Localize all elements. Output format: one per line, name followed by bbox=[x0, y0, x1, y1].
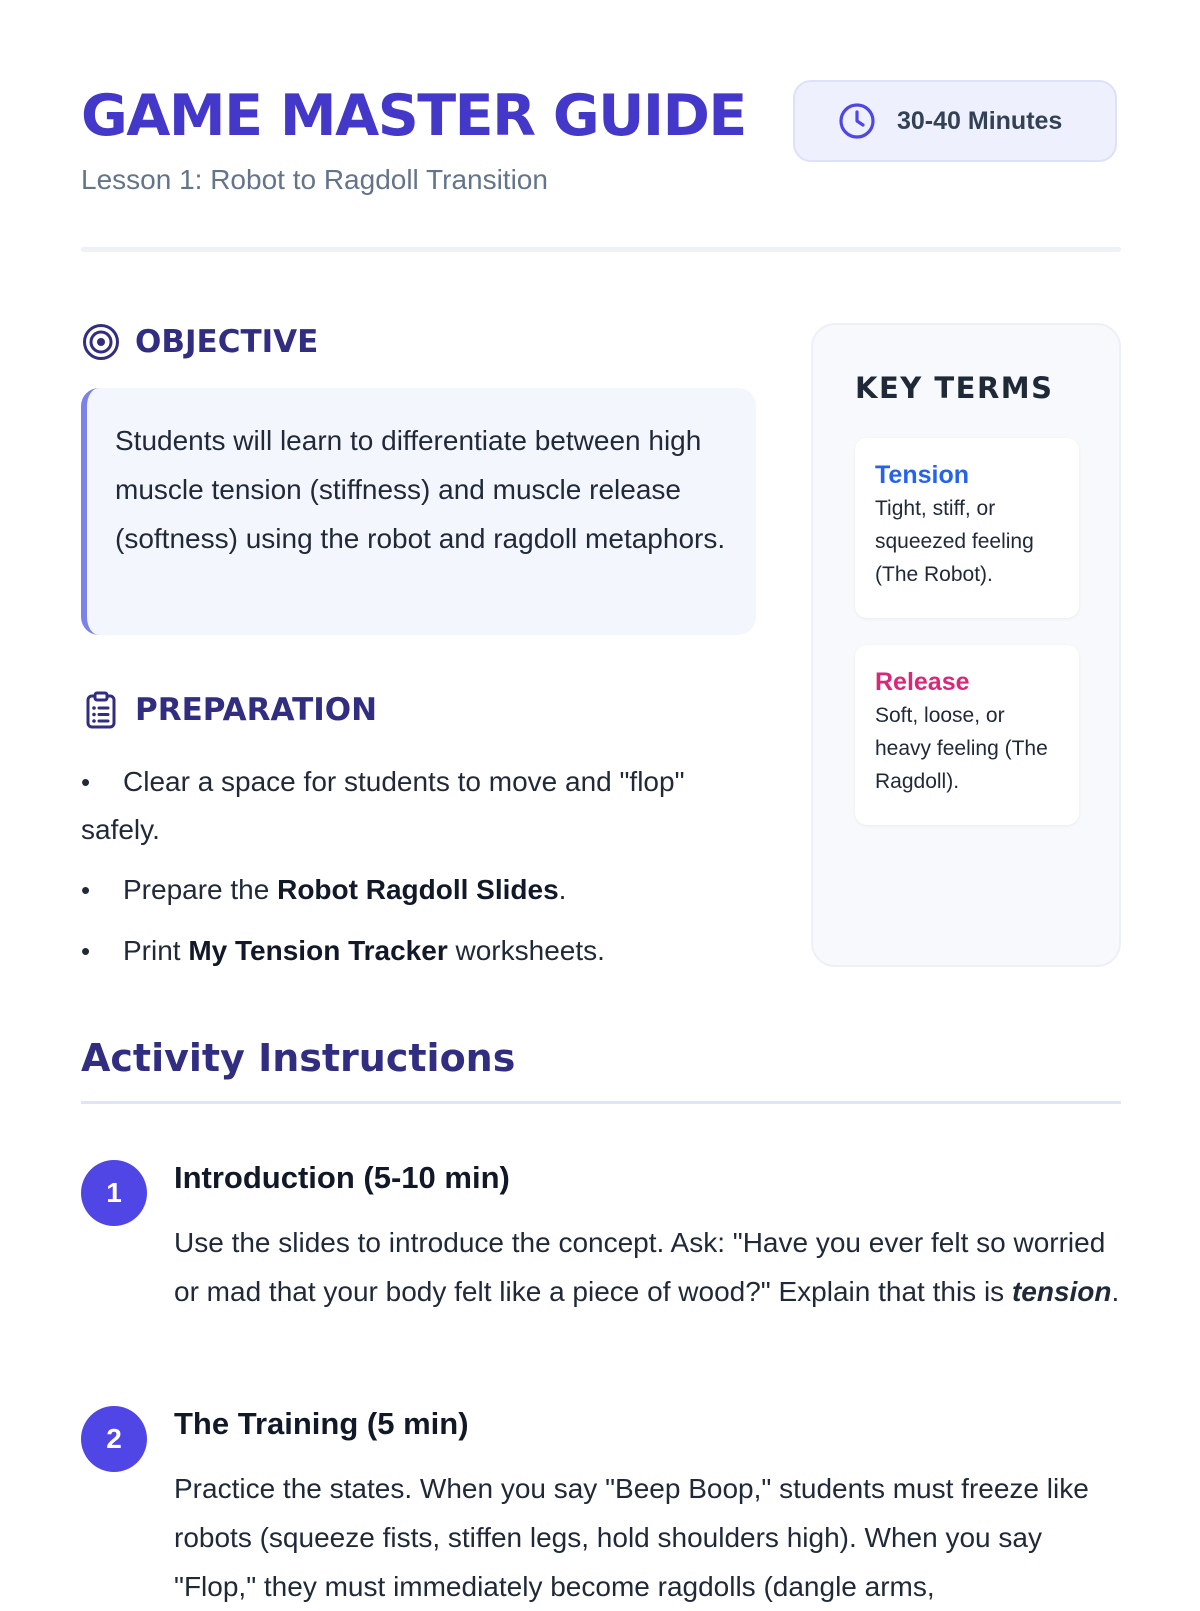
term-definition: Soft, loose, or heavy feeling (The Ragdoll). bbox=[875, 704, 1048, 793]
guide-header bbox=[81, 80, 1121, 252]
step-title: The Training (5 min) bbox=[174, 1406, 469, 1441]
clock-icon bbox=[837, 101, 877, 141]
prep-item-bold: Robot Ragdoll Slides bbox=[277, 874, 559, 905]
list-item bbox=[81, 758, 761, 853]
step-body: Practice the states. When you say "Beep Boop," students must freeze like robots (squeeze fists, stiffen legs, hold shoulders high). When you say "Flop," they must immediately become ragdolls (dangle arms, bbox=[174, 1473, 1089, 1602]
prep-item-text-after: worksheets. bbox=[447, 935, 605, 966]
bullet: • bbox=[81, 875, 91, 905]
activity-divider bbox=[81, 1101, 1121, 1104]
step-body bbox=[174, 1218, 1121, 1316]
key-terms-heading: KEY TERMS bbox=[855, 371, 1054, 405]
page-title: GAME MASTER GUIDE bbox=[81, 83, 746, 149]
bullet: • bbox=[81, 767, 91, 797]
duration-text: 30-40 Minutes bbox=[897, 106, 1063, 135]
objective-heading-label: OBJECTIVE bbox=[135, 324, 319, 360]
prep-item-bold: My Tension Tracker bbox=[188, 935, 448, 966]
prep-item-text-before: Print bbox=[123, 935, 189, 966]
term-card-release bbox=[855, 645, 1079, 825]
objective-heading bbox=[81, 322, 318, 362]
term-name: Tension bbox=[875, 461, 969, 489]
header-divider bbox=[81, 247, 1121, 252]
step-number-badge: 2 bbox=[81, 1406, 147, 1472]
term-definition: Tight, stiff, or squeezed feeling (The Robot). bbox=[875, 497, 1034, 586]
step-body-end: . bbox=[1111, 1276, 1120, 1307]
lesson-subtitle: Lesson 1: Robot to Ragdoll Transition bbox=[81, 164, 548, 195]
step-number-badge: 1 bbox=[81, 1160, 147, 1226]
preparation-heading-label: PREPARATION bbox=[135, 692, 378, 728]
activity-heading: Activity Instructions bbox=[81, 1036, 516, 1080]
term-name: Release bbox=[875, 668, 970, 696]
clipboard-icon bbox=[81, 690, 121, 730]
bullet: • bbox=[81, 936, 91, 966]
objective-text: Students will learn to differentiate between high muscle tension (stiffness) and muscle release (softness) using the robot and ragdoll metaphors. bbox=[115, 425, 726, 554]
preparation-heading bbox=[81, 690, 377, 730]
preparation-list bbox=[81, 758, 761, 988]
term-card-tension bbox=[855, 438, 1079, 618]
prep-item-text: Clear a space for students to move and "flop" safely. bbox=[81, 766, 685, 845]
duration-badge bbox=[793, 80, 1117, 162]
key-terms-panel bbox=[811, 323, 1121, 967]
step-title: Introduction (5-10 min) bbox=[174, 1160, 510, 1195]
target-icon bbox=[81, 322, 121, 362]
objective-box bbox=[81, 388, 756, 635]
list-item bbox=[81, 866, 761, 914]
list-item bbox=[81, 927, 761, 975]
prep-item-text-before: Prepare the bbox=[123, 874, 278, 905]
step-body-emphasis: tension bbox=[1011, 1276, 1112, 1307]
step-body-text: Use the slides to introduce the concept. Ask: "Have you ever felt so worried or mad that your body felt like a piece of wood?" Explain that this is bbox=[174, 1227, 1106, 1307]
prep-item-text-after: . bbox=[558, 874, 567, 905]
